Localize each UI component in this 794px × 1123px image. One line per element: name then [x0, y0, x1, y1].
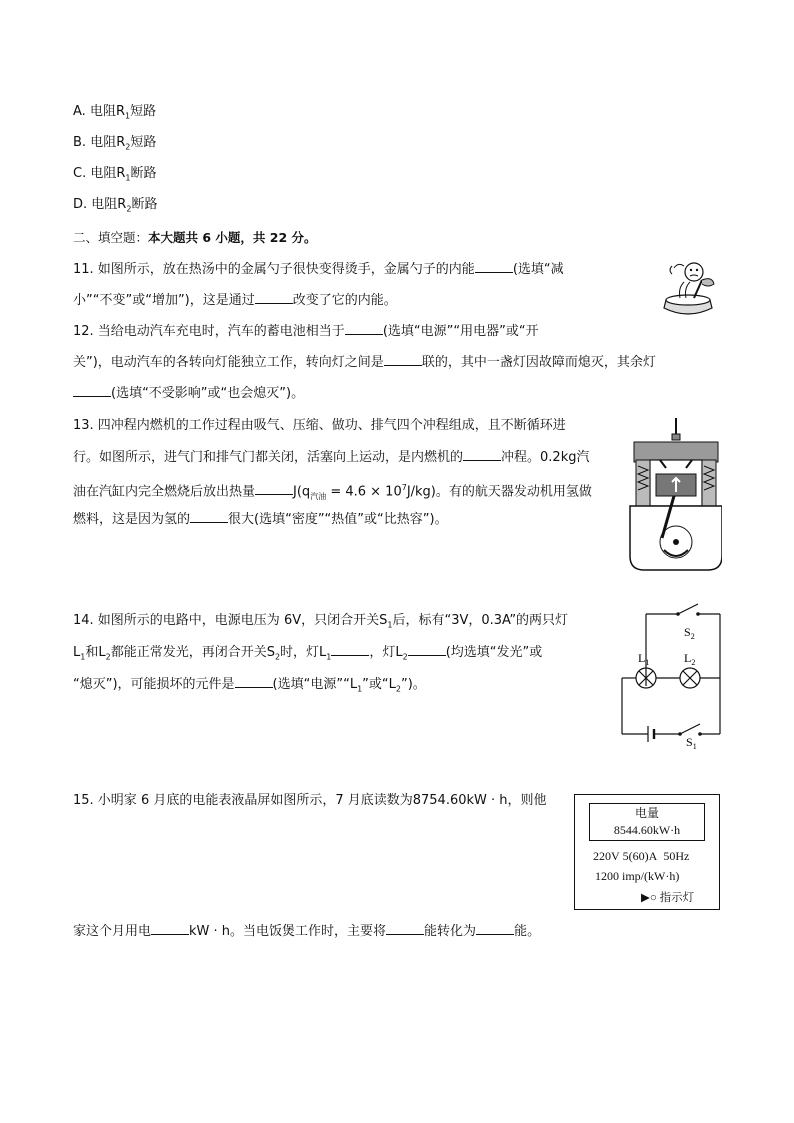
blank[interactable]	[151, 922, 189, 935]
svg-text:L1: $L_1$	[638, 651, 650, 667]
blank[interactable]	[73, 384, 111, 397]
q14-line3: “熄灭”)，可能损坏的元件是 (选填“电源$”“L_1$”或“$L_2$”)。	[73, 677, 426, 694]
meter-title: 电量	[634, 806, 659, 820]
svg-text:S1: $S_1$	[686, 735, 697, 750]
q13-line2: 行。如图所示，进气门和排气门都关闭，活塞向上运动，是内燃机的 冲程。0.2kg汽	[73, 450, 590, 465]
circuit-diagram	[618, 598, 728, 750]
indicator-light-label: ▶○ 指示灯	[641, 892, 695, 904]
blank[interactable]	[476, 922, 514, 935]
svg-text:L2: $L_2$	[684, 651, 696, 667]
blank[interactable]	[384, 353, 422, 366]
spoon-soup-figure	[654, 258, 722, 322]
q15-line1: 15. 小明家 6 月底的电能表液晶屏如图所示，7 月底读数为8754.60kW · h，则他	[73, 793, 547, 808]
meter-imp: 1200 imp/(kW·h)	[595, 869, 680, 883]
blank[interactable]	[386, 922, 424, 935]
blank[interactable]	[463, 448, 501, 461]
blank[interactable]	[408, 643, 446, 656]
electric-meter-figure	[574, 794, 720, 910]
section-heading: 二、填空题：本大题共 6 小题，共 22 分。	[73, 230, 317, 245]
q12-line2: 关”)，电动汽车的各转向灯能独立工作，转向灯之间是 联的，其中一盏灯因故障而熄灭，其余灯	[73, 355, 656, 370]
blank[interactable]	[255, 291, 293, 304]
q11-line2: 小”“不变”或“增加”)，这是通过 改变了它的内能。	[73, 293, 397, 308]
meter-specs: 220V 5(60)A 50Hz	[593, 849, 690, 863]
blank[interactable]	[331, 643, 369, 656]
blank[interactable]	[345, 322, 383, 335]
q14-line2: $L_1$和$L_2$都能正常发光，再闭合开关$S_2$时，灯$L_1$ ，灯$L_2$ (均选填“发光”或	[73, 645, 543, 662]
meter-reading: 8544.60kW·h	[613, 823, 681, 837]
q13-line1: 13. 四冲程内燃机的工作过程由吸气、压缩、做功、排气四个冲程组成，且不断循环进	[73, 418, 566, 433]
blank[interactable]	[190, 510, 228, 523]
q11-line1: 11. 如图所示，放在热汤中的金属勺子很快变得烫手，金属勺子的内能 (选填“减	[73, 262, 564, 277]
q14-line1: 14. 如图所示的电路中，电源电压为 6V，只闭合开关$S_1$后，标有“3V，0.3A”的两只灯	[73, 613, 569, 630]
q13-line4: 燃料，这是因为氢的 很大(选填“密度”“热值”或“比热容”)。	[73, 512, 448, 527]
q12-line3: (选填“不受影响”或“也会熄灭”)。	[73, 384, 304, 403]
q13-line3: 油在汽缸内完全燃烧后放出热量 $J(q_{汽油} = 4.6 \times 10^7J/kg)$。有的航天器发动机用氢做	[73, 483, 592, 501]
option-d: D. 电阻$R_2$断路	[73, 197, 158, 214]
option-b: B. 电阻$R_2$短路	[73, 135, 157, 152]
option-a: A. 电阻$R_1$短路	[73, 104, 157, 121]
blank[interactable]	[255, 482, 293, 495]
q12-line1: 12. 当给电动汽车充电时，汽车的蓄电池相当于 (选填“电源”“用电器”或“开	[73, 324, 539, 339]
blank[interactable]	[235, 675, 273, 688]
option-c: C. 电阻$R_1$断路	[73, 166, 157, 183]
blank[interactable]	[475, 260, 513, 273]
engine-cylinder-figure	[626, 416, 722, 572]
meter-display	[589, 803, 705, 841]
svg-text:S2: $S_2$	[684, 625, 695, 641]
q15-line2: 家这个月用电 kW · h。当电饭煲工作时，主要将 能转化为 能。	[73, 924, 541, 939]
